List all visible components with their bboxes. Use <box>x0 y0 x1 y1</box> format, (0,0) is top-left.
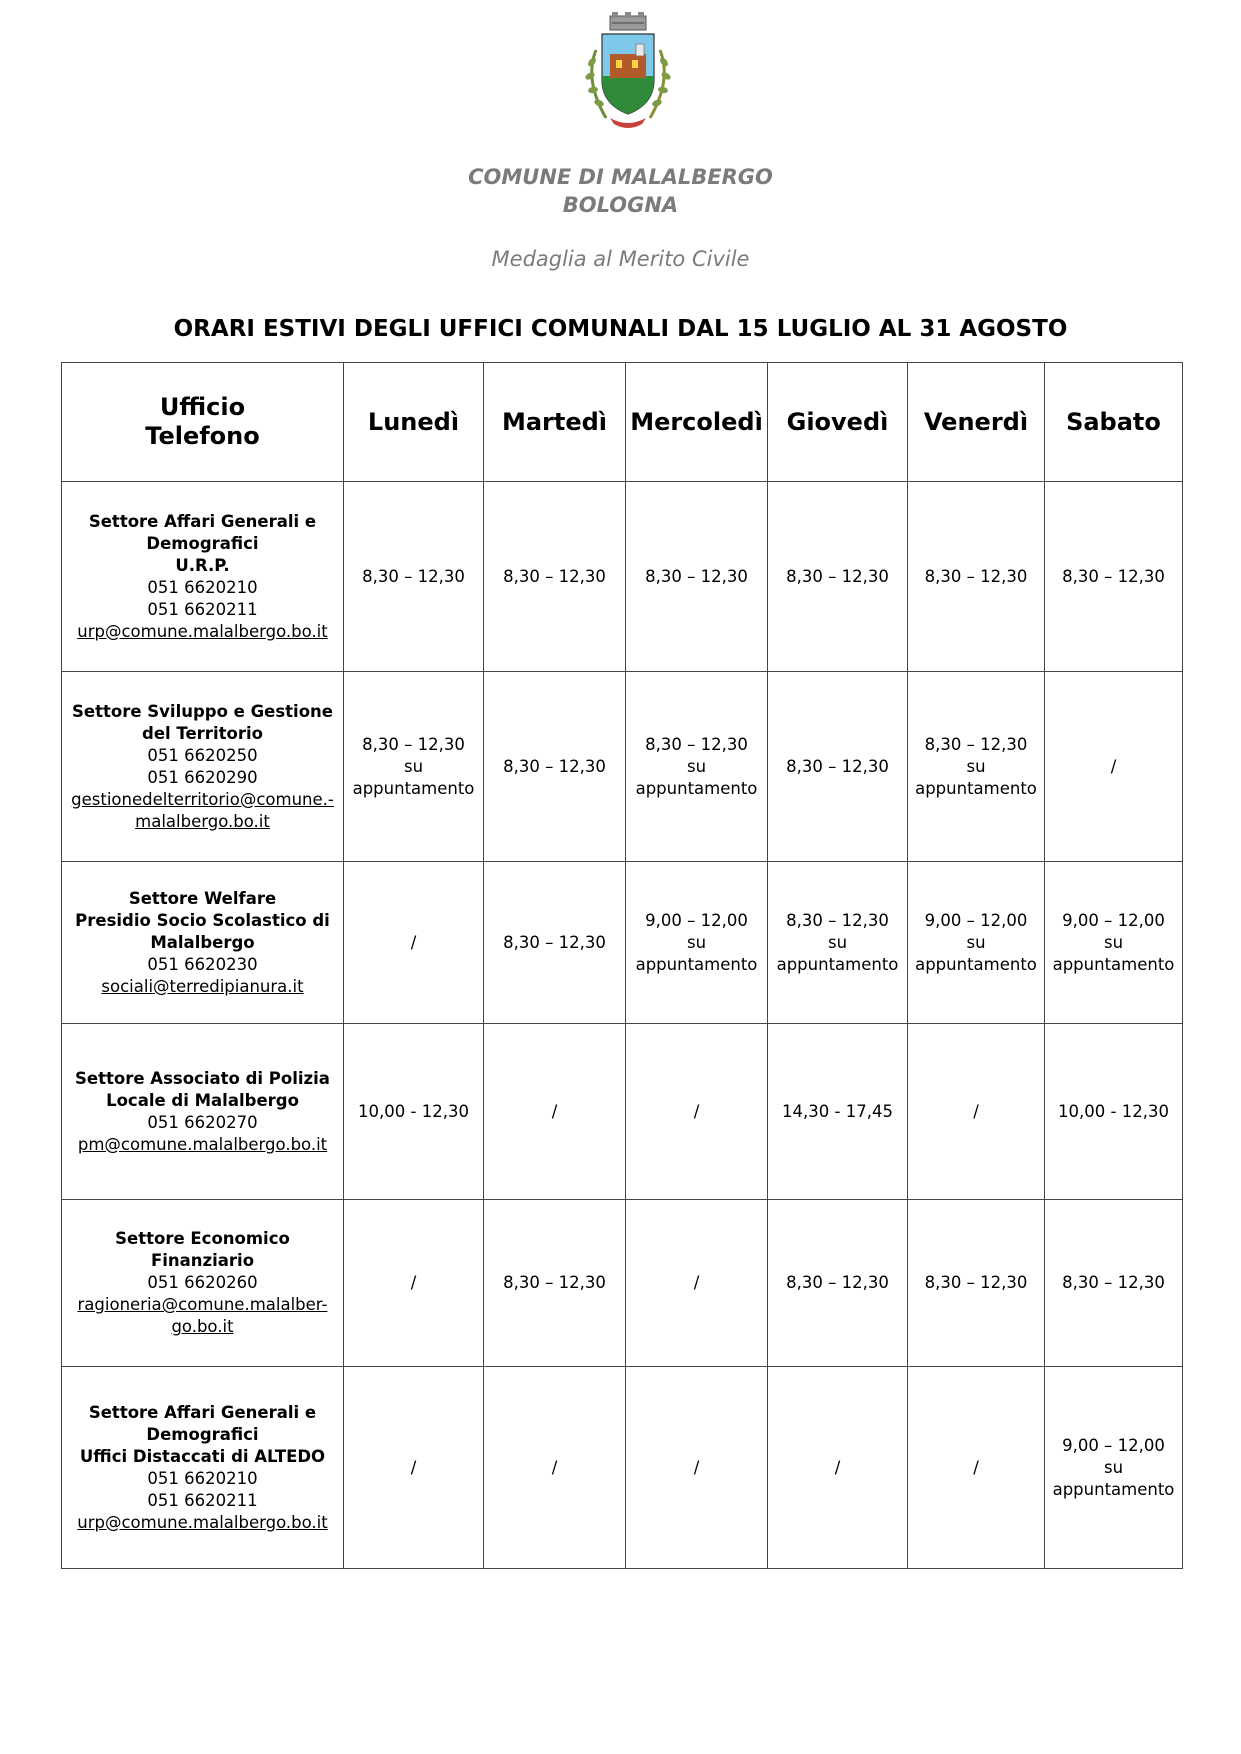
office-name-line: Settore Sviluppo e Gestione <box>72 701 333 721</box>
table-row <box>62 482 1183 672</box>
hours-cell <box>484 482 626 672</box>
comune-name: COMUNE DI MALALBERGO <box>468 165 773 189</box>
office-cell <box>62 1367 344 1569</box>
provincia-name: BOLOGNA <box>562 193 679 217</box>
hours-text: su <box>1103 1457 1124 1477</box>
hours-text: su <box>686 932 707 952</box>
hours-text: appuntamento <box>352 778 475 798</box>
table-row <box>62 1200 1183 1367</box>
table-row <box>62 1367 1183 1569</box>
hours-cell <box>1045 862 1183 1024</box>
hours-text: 9,00 – 12,00 <box>1062 910 1165 930</box>
office-name-line: Settore Affari Generali e <box>88 511 317 531</box>
table-header-row <box>62 363 1183 482</box>
hours-text: appuntamento <box>915 778 1037 798</box>
hours-text: 8,30 – 12,30 <box>503 932 606 952</box>
hours-text: 8,30 – 12,30 <box>924 734 1028 754</box>
hours-text: / <box>834 1457 841 1477</box>
hours-text: 8,30 – 12,30 <box>924 566 1028 586</box>
hours-text: su <box>827 932 848 952</box>
office-email-link[interactable]: go.bo.it <box>171 1317 234 1336</box>
header-office-cell <box>62 363 344 482</box>
hours-text: 9,00 – 12,00 <box>924 910 1028 930</box>
hours-text: 14,30 - 17,45 <box>782 1101 893 1121</box>
office-email-link[interactable]: urp@comune.malalbergo.bo.it <box>77 1512 328 1532</box>
medaglia-subtitle: Medaglia al Merito Civile <box>491 247 750 271</box>
hours-text: appuntamento <box>915 954 1037 974</box>
hours-text: / <box>551 1101 558 1121</box>
hours-text: / <box>410 1273 417 1292</box>
hours-cell <box>484 1367 626 1569</box>
table-row <box>62 672 1183 862</box>
hours-cell <box>484 862 626 1024</box>
hours-cell <box>908 1200 1045 1367</box>
office-phone: 051 6620211 <box>147 1490 258 1510</box>
hours-text: appuntamento <box>635 778 758 798</box>
header-day-friday: Venerdì <box>908 363 1045 482</box>
hours-text: 9,00 – 12,00 <box>1062 1435 1165 1455</box>
hours-cell <box>908 862 1045 1024</box>
hours-text: 8,30 – 12,30 <box>503 756 606 776</box>
hours-cell <box>768 672 908 862</box>
hours-cell <box>344 862 484 1024</box>
office-phone: 051 6620260 <box>147 1273 258 1292</box>
hours-cell <box>768 862 908 1024</box>
hours-cell <box>344 1367 484 1569</box>
hours-cell <box>626 862 768 1024</box>
hours-cell <box>768 1200 908 1367</box>
office-cell <box>62 1024 344 1200</box>
hours-cell <box>768 482 908 672</box>
office-email-link[interactable]: urp@comune.malalbergo.bo.it <box>77 621 328 641</box>
hours-text: appuntamento <box>1052 954 1175 974</box>
office-phone: 051 6620211 <box>147 599 258 619</box>
hours-cell <box>626 1367 768 1569</box>
office-name-line: Demografici <box>146 533 259 553</box>
office-phone: 051 6620290 <box>147 767 258 787</box>
office-hours-table <box>61 362 1183 1569</box>
office-phone: 051 6620250 <box>147 745 258 765</box>
hours-text: 8,30 – 12,30 <box>786 910 889 930</box>
hours-cell <box>1045 672 1183 862</box>
document-title: ORARI ESTIVI DEGLI UFFICI COMUNALI DAL 15 LUGLIO AL 31 AGOSTO <box>173 316 1068 342</box>
hours-text: 10,00 - 12,30 <box>1058 1101 1169 1121</box>
header-office-label: Ufficio <box>159 393 246 421</box>
hours-cell <box>626 1200 768 1367</box>
office-name-line: Settore Welfare <box>128 888 277 908</box>
hours-text: 8,30 – 12,30 <box>645 566 748 586</box>
hours-text: / <box>693 1101 700 1121</box>
hours-text: / <box>973 1101 979 1121</box>
office-phone: 051 6620230 <box>147 954 258 974</box>
header-day-thursday: Giovedì <box>768 363 908 482</box>
office-name-line: Finanziario <box>150 1251 255 1270</box>
header-day-monday: Lunedì <box>344 363 484 482</box>
hours-text: 8,30 – 12,30 <box>1062 566 1165 586</box>
office-cell <box>62 862 344 1024</box>
hours-text: 8,30 – 12,30 <box>786 756 889 776</box>
office-email-link[interactable]: pm@comune.malalbergo.bo.it <box>77 1134 328 1154</box>
hours-cell <box>484 1024 626 1200</box>
hours-text: / <box>1110 756 1117 776</box>
hours-cell <box>768 1024 908 1200</box>
hours-cell <box>626 482 768 672</box>
office-name-line: Settore Associato di Polizia <box>75 1068 330 1088</box>
hours-cell <box>344 482 484 672</box>
hours-text: appuntamento <box>635 954 758 974</box>
hours-cell <box>1045 482 1183 672</box>
hours-text: 8,30 – 12,30 <box>645 734 748 754</box>
hours-cell <box>908 1367 1045 1569</box>
office-name-line: Settore Affari Generali e <box>88 1402 317 1422</box>
office-name-line: U.R.P. <box>175 555 230 575</box>
hours-cell <box>1045 1367 1183 1569</box>
hours-cell <box>908 1024 1045 1200</box>
office-name-line: Demografici <box>146 1424 259 1444</box>
office-email-link[interactable]: gestionedelterritorio@comune.- <box>71 789 334 809</box>
hours-text: / <box>410 932 417 952</box>
hours-text: su <box>686 756 707 776</box>
office-name-line: Presidio Socio Scolastico di <box>75 910 330 930</box>
hours-cell <box>344 672 484 862</box>
hours-text: / <box>693 1457 700 1477</box>
header-day-wednesday: Mercoledì <box>626 363 768 482</box>
hours-cell <box>1045 1200 1183 1367</box>
office-name-line: Locale di Malalbergo <box>106 1090 299 1110</box>
header-day-tuesday: Martedì <box>484 363 626 482</box>
office-cell <box>62 1200 344 1367</box>
hours-text: 8,30 – 12,30 <box>1062 1273 1165 1292</box>
hours-cell <box>626 672 768 862</box>
hours-text: su <box>966 932 986 952</box>
hours-cell <box>484 1200 626 1367</box>
hours-text: 10,00 - 12,30 <box>358 1101 469 1121</box>
hours-text: 9,00 – 12,00 <box>645 910 748 930</box>
office-cell <box>62 482 344 672</box>
hours-text: appuntamento <box>776 954 899 974</box>
office-name-line: del Territorio <box>142 723 263 743</box>
office-email-link[interactable]: malalbergo.bo.it <box>135 811 270 831</box>
hours-text: / <box>410 1457 417 1477</box>
hours-text: / <box>551 1457 558 1477</box>
table-row <box>62 1024 1183 1200</box>
municipal-crest-logo <box>576 10 680 136</box>
hours-cell <box>344 1200 484 1367</box>
hours-text: 8,30 – 12,30 <box>924 1273 1028 1292</box>
hours-text: 8,30 – 12,30 <box>786 566 889 586</box>
hours-cell <box>768 1367 908 1569</box>
office-phone: 051 6620270 <box>147 1112 258 1132</box>
hours-cell <box>484 672 626 862</box>
hours-text: su <box>1103 932 1124 952</box>
header-day-saturday: Sabato <box>1045 363 1183 482</box>
hours-text: 8,30 – 12,30 <box>362 566 465 586</box>
hours-text: su <box>966 756 986 776</box>
office-email-link[interactable]: sociali@terredipianura.it <box>101 976 304 996</box>
hours-text: su <box>403 756 424 776</box>
hours-text: 8,30 – 12,30 <box>503 1273 606 1292</box>
hours-text: appuntamento <box>1052 1479 1175 1499</box>
office-name-line: Malalbergo <box>150 932 255 952</box>
hours-cell <box>626 1024 768 1200</box>
hours-text: 8,30 – 12,30 <box>786 1273 889 1292</box>
office-name-line: Settore Economico <box>115 1229 290 1248</box>
office-cell <box>62 672 344 862</box>
office-phone: 051 6620210 <box>147 1468 258 1488</box>
hours-cell <box>908 482 1045 672</box>
comune-heading <box>0 163 1241 219</box>
office-name-line: Uffici Distaccati di ALTEDO <box>79 1446 326 1466</box>
hours-text: / <box>973 1457 979 1477</box>
table-row <box>62 862 1183 1024</box>
office-email-link[interactable]: ragioneria@comune.malalber- <box>77 1295 328 1314</box>
header-phone-label: Telefono <box>145 422 260 450</box>
hours-text: 8,30 – 12,30 <box>362 734 465 754</box>
hours-text: / <box>693 1273 700 1292</box>
hours-cell <box>908 672 1045 862</box>
hours-cell <box>1045 1024 1183 1200</box>
office-phone: 051 6620210 <box>147 577 258 597</box>
hours-cell <box>344 1024 484 1200</box>
hours-text: 8,30 – 12,30 <box>503 566 606 586</box>
